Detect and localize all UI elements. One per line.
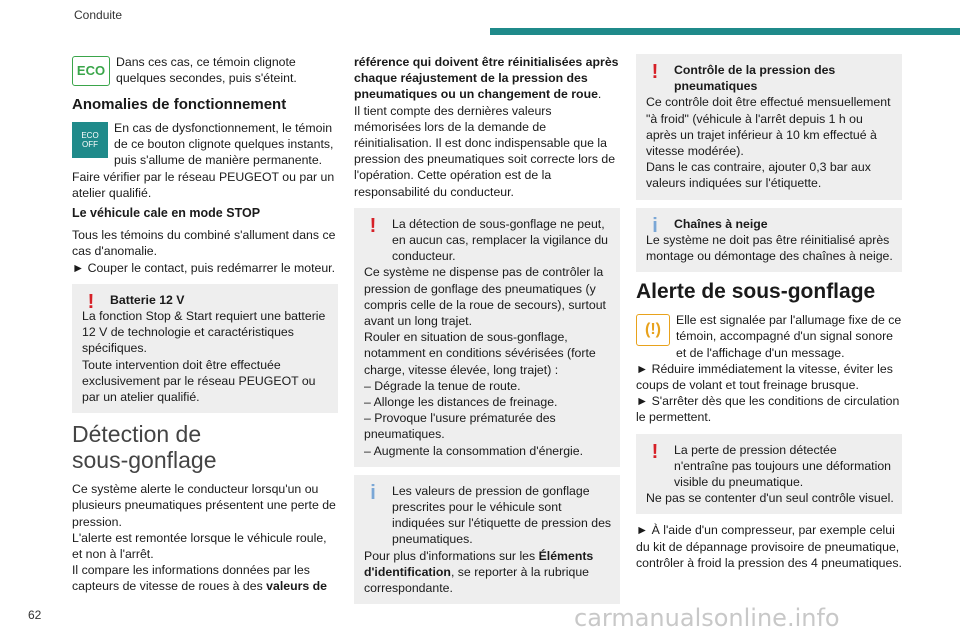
warning-icon: ! <box>651 61 659 83</box>
warn-list-item: – Allonge les distances de freinage. <box>364 395 558 410</box>
warn-list-item: – Dégrade la tenue de route. <box>364 378 521 393</box>
ctrl-title: Contrôle de la pression des pneumatiques <box>674 63 836 94</box>
alert-p3: ► S'arrêter dès que les conditions de circulation le permettent. <box>636 394 900 425</box>
alert-heading: Alerte de sous-gonflage <box>636 280 876 304</box>
info-p1: Les valeurs de pression de gonflage prescrites pour le véhicule sont indiquées sur l'étiquette de pression des pneumatiques. <box>392 483 612 547</box>
ctrl-p1: Ce contrôle doit être effectué mensuellement "à froid" (véhicule à l'arrêt depuis 1 h ou après un trajet inférieur à 10 km effectué à vitesse modérée). <box>646 95 891 159</box>
alert-p2: ► Réduire immédiatement la vitesse, éviter les coups de volant et tout freinage brusque. <box>636 361 893 393</box>
continuation-paragraph <box>354 54 620 103</box>
header-accent-bar <box>490 28 960 35</box>
section-title: Conduite <box>74 8 123 22</box>
tire-pressure-warning-icon: (!) <box>636 314 670 346</box>
chains-title: Chaînes à neige <box>674 216 768 231</box>
warn-list-item: – Augmente la consommation d'énergie. <box>364 443 584 458</box>
pressure-check-warning-box <box>636 54 902 200</box>
eco-note <box>72 54 338 88</box>
detection-warning-box <box>354 208 620 467</box>
info-p2-a: Pour plus d'informations sur les <box>364 548 539 563</box>
stop-p2: ► Couper le contact, puis redémarrer le moteur. <box>72 260 336 275</box>
column-2 <box>354 54 620 612</box>
warning-icon: ! <box>369 214 377 237</box>
eco-off-icon-bottom: OFF <box>82 140 98 149</box>
detection-heading-line1: Détection de <box>72 421 202 448</box>
reset-paragraph: Il tient compte des dernières valeurs mémorisées lors de la demande de réinitialisation. Il est donc indispensable que la pression des pneumatiques soit correcte lors de l'opération. Cette opération est de la responsabilité du conducteur. <box>354 103 616 199</box>
warn-p1: La détection de sous-gonflage ne peut, en aucun cas, remplacer la vigilance du conducteur. <box>392 216 609 264</box>
info-icon: i <box>370 481 376 504</box>
warn-p3: Rouler en situation de sous-gonflage, notamment en conditions sévérisées (forte charge, vitesse élevée, long trajet) : <box>364 330 596 377</box>
alert-block <box>636 312 902 361</box>
info-p2 <box>364 548 612 597</box>
alert-p1: Elle est signalée par l'allumage fixe de ce témoin, accompagné d'un signal sonore et de l'affichage d'un message. <box>676 313 902 360</box>
battery-p1: La fonction Stop & Start requiert une batterie 12 V de technologie et caractéristiques spécifiques. <box>82 309 326 356</box>
page-number: 62 <box>28 608 42 622</box>
detection-p1: Ce système alerte le conducteur lorsqu'un ou plusieurs pneumatiques présentent une perte de pression. <box>72 482 336 529</box>
continuation-bold: référence qui doivent être réinitialisées après chaque réajustement de la pression des pneumatiques ou un changement de roue <box>354 55 619 102</box>
warning-icon: ! <box>651 440 659 463</box>
detection-p2: L'alerte est remontée lorsque le véhicule roule, et non à l'arrêt. <box>72 530 327 562</box>
eco-indicator-icon: ECO <box>72 56 110 86</box>
stop-heading: Le véhicule cale en mode STOP <box>72 206 261 221</box>
warn-list-item: – Provoque l'usure prématurée des pneumatiques. <box>364 411 556 442</box>
eco-off-icon-top: ECO <box>81 131 99 140</box>
info-p2-c: , se reporter à la rubrique correspondante. <box>364 564 590 596</box>
column-1 <box>72 54 338 595</box>
detection-p3-bold: valeurs de <box>266 579 327 594</box>
battery-p2: Toute intervention doit être effectuée exclusivement par le réseau PEUGEOT ou par un atelier qualifié. <box>82 357 316 405</box>
anomalies-block <box>72 120 338 201</box>
chains-p1: Le système ne doit pas être réinitialisé après montage ou démontage des chaînes à neige. <box>646 232 893 264</box>
info-icon: i <box>652 214 658 237</box>
pressure-info-box <box>354 475 620 604</box>
stop-p1: Tous les témoins du combiné s'allument dans ce cas d'anomalie. <box>72 228 336 259</box>
eco-off-button-icon <box>72 122 108 158</box>
info-p2-link: Éléments d'identification <box>364 548 594 579</box>
anomalies-heading: Anomalies de fonctionnement <box>72 96 287 113</box>
continuation-end: . <box>597 87 602 102</box>
detection-p3 <box>72 562 338 594</box>
anomalies-p1: En cas de dysfonctionnement, le témoin de ce bouton clignote quelques instants, puis s'allume de manière permanente. <box>114 121 334 168</box>
column-3 <box>636 54 902 571</box>
detection-heading <box>72 421 338 473</box>
detection-heading-line2: sous-gonflage <box>72 447 217 474</box>
final-paragraph: ► À l'aide d'un compresseur, par exemple celui du kit de dépannage provisoire de pneumatique, contrôler à froid la pression des 4 pneumatiques. <box>636 523 902 570</box>
snow-chains-info-box <box>636 208 902 273</box>
warn-p2: Ce système ne dispense pas de contrôler la pression de gonflage des pneumatiques (y compris celle de la roue de secours), surtout avant un long trajet. <box>364 265 606 329</box>
watermark: carmanualsonline.info <box>574 604 840 632</box>
ctrl-p2: Dans le cas contraire, ajouter 0,3 bar aux valeurs indiquées sur l'étiquette. <box>646 160 871 191</box>
page-header <box>0 0 960 40</box>
loss-p1: La perte de pression détectée n'entraîne pas toujours une déformation visible du pneumatique. <box>674 442 892 490</box>
pressure-loss-warning-box <box>636 434 902 515</box>
eco-text: Dans ces cas, ce témoin clignote quelques secondes, puis s'éteint. <box>116 55 297 86</box>
anomalies-p2: Faire vérifier par le réseau PEUGEOT ou par un atelier qualifié. <box>72 169 335 200</box>
loss-p2: Ne pas se contenter d'un seul contrôle visuel. <box>646 491 894 506</box>
battery-title: Batterie 12 V <box>110 292 185 307</box>
battery-warning-box <box>72 284 338 413</box>
warning-icon: ! <box>87 290 95 313</box>
detection-p3-text: Il compare les informations données par les capteurs de vitesse de roues à des <box>72 563 310 594</box>
